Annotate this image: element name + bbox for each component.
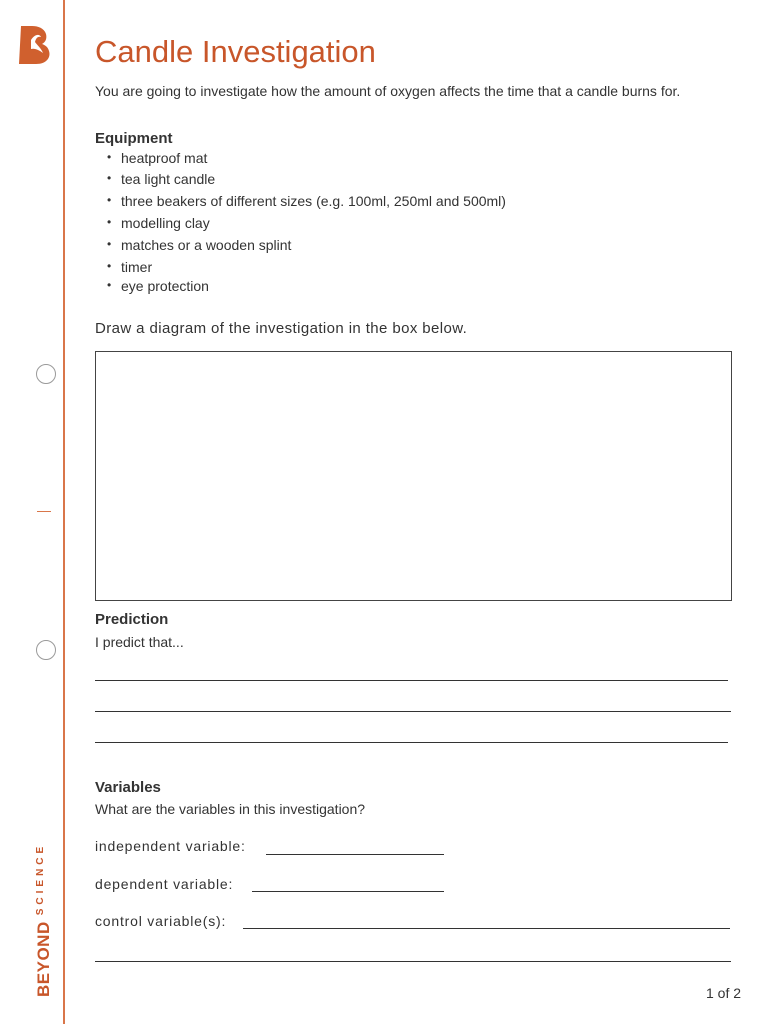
page-title: Candle Investigation bbox=[95, 34, 376, 69]
intro-text: You are going to investigate how the amount of oxygen affects the time that a candle burns for. bbox=[95, 83, 681, 99]
diagram-drawing-box[interactable] bbox=[95, 351, 732, 601]
fold-mark bbox=[37, 511, 51, 512]
brand-name-secondary: SCIENCE bbox=[35, 842, 46, 916]
dependent-variable-answer-line[interactable] bbox=[252, 891, 444, 892]
prediction-answer-line-3[interactable] bbox=[95, 742, 728, 743]
diagram-instruction: Draw a diagram of the investigation in the box below. bbox=[95, 320, 468, 337]
equipment-heading: Equipment bbox=[95, 130, 173, 147]
bullet-icon: • bbox=[107, 193, 112, 207]
prediction-answer-line-2[interactable] bbox=[95, 711, 731, 712]
prediction-answer-line-1[interactable] bbox=[95, 680, 728, 681]
independent-variable-answer-line[interactable] bbox=[266, 854, 444, 855]
bullet-icon: • bbox=[107, 237, 112, 251]
prediction-prompt: I predict that... bbox=[95, 634, 184, 650]
bullet-icon: • bbox=[107, 171, 112, 185]
bullet-icon: • bbox=[107, 150, 112, 164]
brand-name-primary: BEYOND bbox=[34, 921, 53, 997]
control-variables-answer-line-2[interactable] bbox=[95, 961, 731, 962]
bullet-icon: • bbox=[107, 278, 112, 292]
variables-question: What are the variables in this investigation? bbox=[95, 801, 366, 817]
punch-hole-bottom bbox=[36, 640, 56, 660]
variables-heading: Variables bbox=[95, 779, 161, 796]
control-variables-answer-line[interactable] bbox=[243, 928, 730, 929]
control-variables-label: control variable(s): bbox=[95, 913, 227, 929]
punch-hole-top bbox=[36, 364, 56, 384]
page-number: 1 of 2 bbox=[706, 985, 742, 1001]
bullet-icon: • bbox=[107, 215, 112, 229]
beyond-b-logo-icon bbox=[14, 24, 54, 66]
prediction-heading: Prediction bbox=[95, 611, 169, 628]
bullet-icon: • bbox=[107, 259, 112, 273]
independent-variable-label: independent variable: bbox=[95, 838, 246, 854]
dependent-variable-label: dependent variable: bbox=[95, 876, 234, 892]
brand-wordmark bbox=[34, 843, 54, 997]
margin-line bbox=[63, 0, 65, 1024]
